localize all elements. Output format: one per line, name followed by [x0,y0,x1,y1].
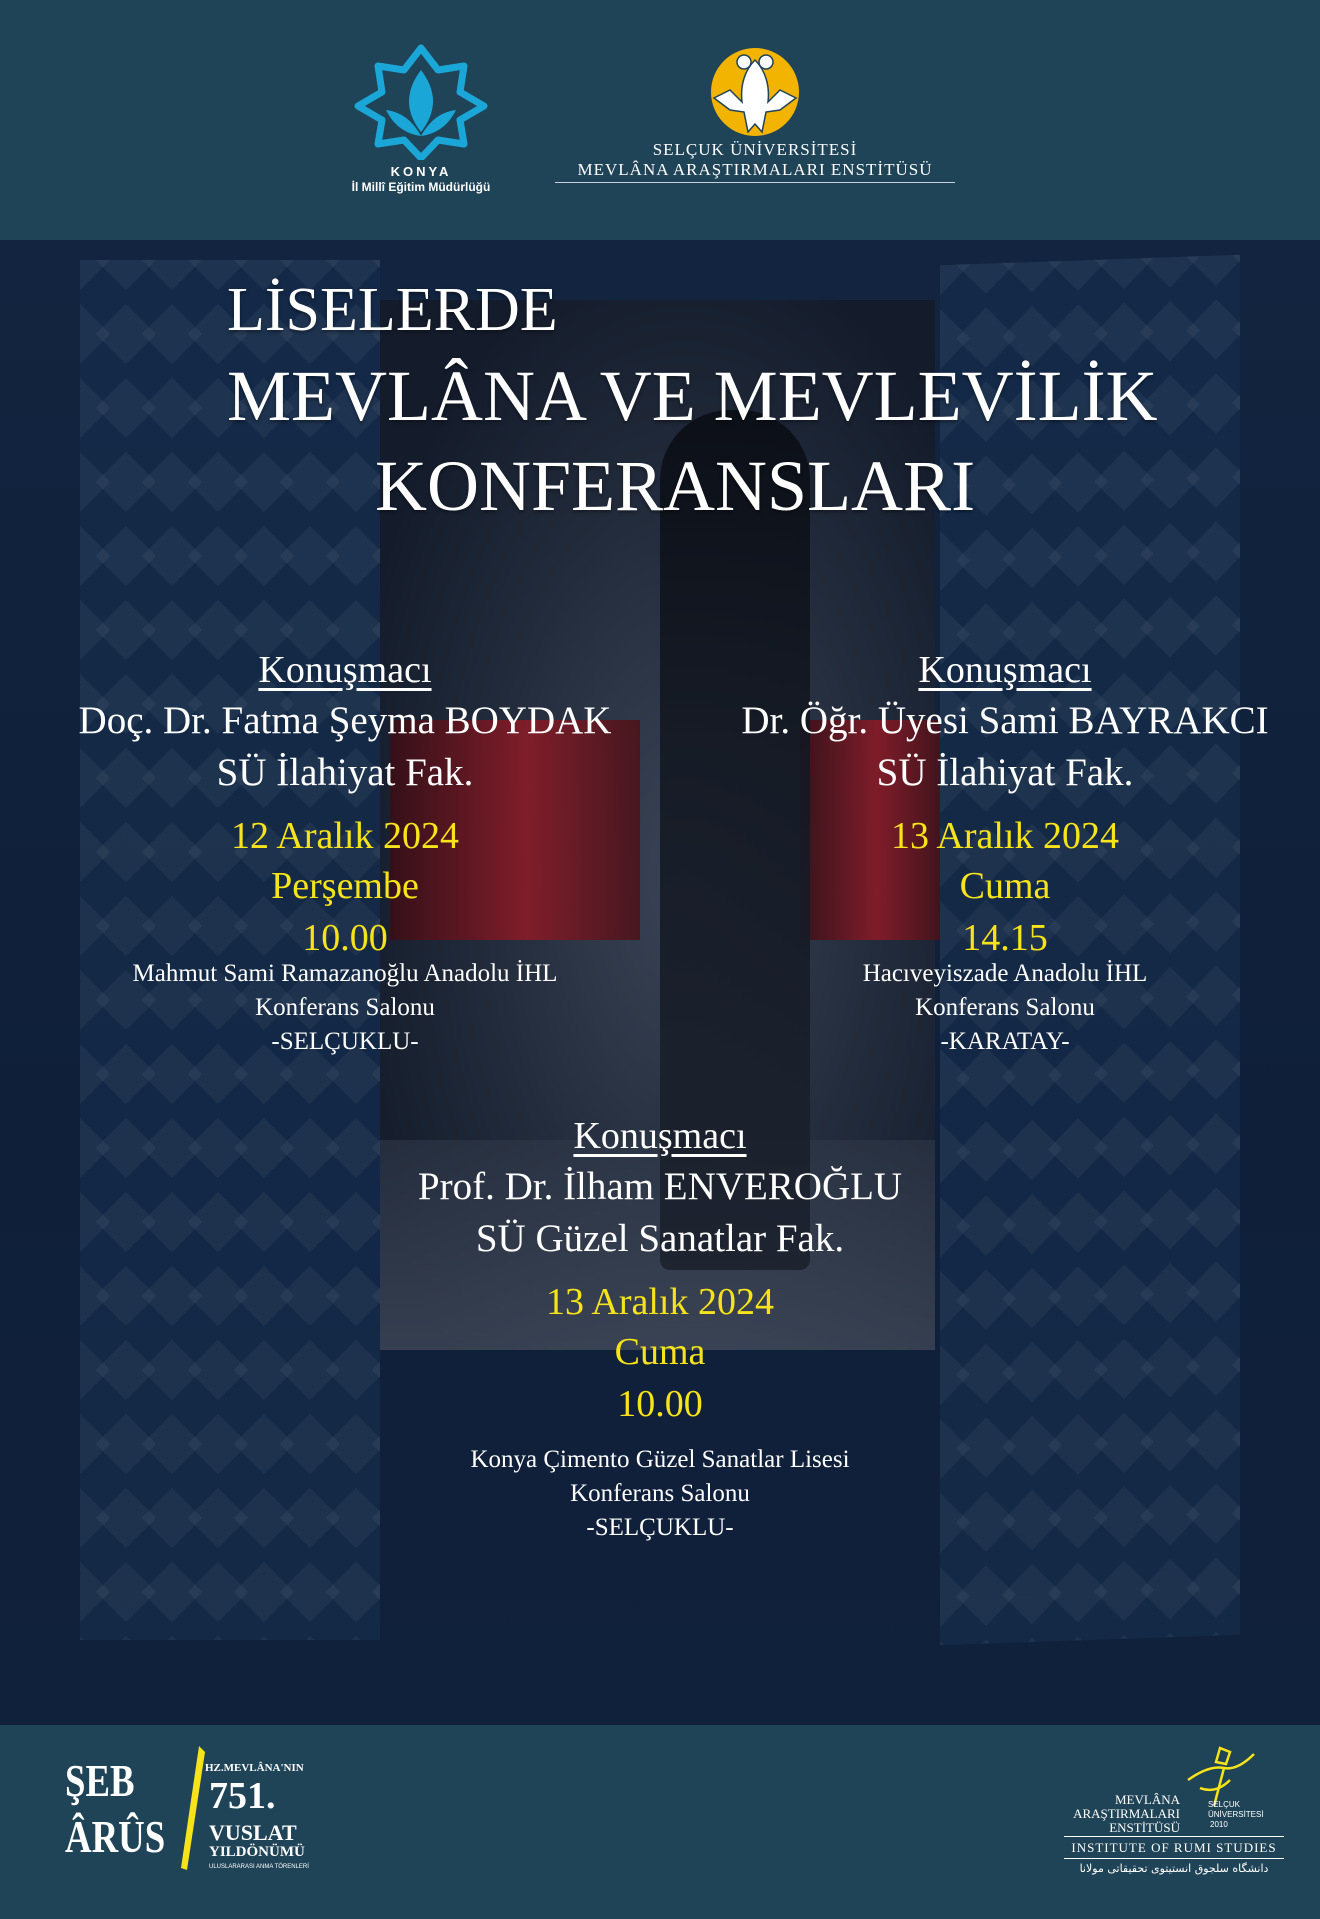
lotus-icon [346,40,496,160]
konya-text: KONYA [390,164,452,179]
speaker-faculty: SÜ Güzel Sanatlar Fak. [475,1217,845,1260]
institute-english: INSTITUTE OF RUMI STUDIES [1071,1840,1277,1855]
speaker-label: Konuşmacı [573,1115,747,1157]
sebarus-word-2: ÂRÛS [65,1811,166,1862]
speaker-name: Doç. Dr. Fatma Şeyma BOYDAK [78,699,612,742]
university-year: 2010 [1210,1820,1228,1829]
event-card-1 [40,648,650,1062]
sebarus-line-a: VUSLAT [209,1820,297,1845]
speaker-name: Dr. Öğr. Üyesi Sami BAYRAKCI [741,699,1269,742]
institute-line-3: ENSTİTÜSÜ [1109,1820,1180,1835]
speaker-label: Konuşmacı [918,649,1092,691]
title-line-3: KONFERANSLARI [375,446,976,526]
event-card-2 [700,648,1310,1062]
konya-meb-logo [346,40,496,200]
speaker-name: Prof. Dr. İlham ENVEROĞLU [417,1165,903,1208]
institute-name-text: MEVLÂNA ARAŞTIRMALARI ENSTİTÜSÜ [577,160,933,179]
institute-rumi-logo [1050,1740,1290,1900]
meb-text: İl Millî Eğitim Müdürlüğü [351,180,491,194]
venue-line-2: Konferans Salonu [570,1480,750,1507]
institute-divider-2 [1064,1858,1284,1859]
institute-arabic: دانشگاه سلجوق انستیتوی تحقیقاتی مولانا [1079,1862,1269,1875]
sebarus-line-b: YILDÖNÜMÜ [209,1844,305,1860]
university-line-1: SELÇUK [1208,1800,1241,1809]
event-date: 12 Aralık 2024 [231,815,459,857]
selcuk-university-text: SELÇUK ÜNİVERSİTESİ [652,140,858,159]
event-time: 10.00 [617,1383,703,1425]
venue-district: -KARATAY- [940,1028,1070,1055]
venue-line-1: Hacıveyiszade Anadolu İHL [862,960,1148,987]
event-day: Cuma [959,865,1051,907]
selcuk-institute-logo [555,40,955,190]
sebarus-number: 751. [209,1775,276,1817]
event-date: 13 Aralık 2024 [891,815,1119,857]
venue-district: -SELÇUKLU- [271,1028,419,1055]
sebarus-tiny: ULUSLARARASI ANMA TÖRENLERİ [209,1864,309,1870]
event-card-3 [355,1114,965,1548]
university-line-2: ÜNİVERSİTESİ [1208,1810,1264,1819]
event-day: Perşembe [271,865,419,907]
venue-line-2: Konferans Salonu [915,994,1095,1021]
venue-line-1: Konya Çimento Güzel Sanatlar Lisesi [470,1446,850,1473]
event-time: 10.00 [302,917,388,959]
speaker-faculty: SÜ İlahiyat Fak. [216,751,474,794]
title-line-1: LİSELERDE [227,276,558,344]
venue-line-1: Mahmut Sami Ramazanoğlu Anadolu İHL [132,960,558,987]
venue-line-2: Konferans Salonu [255,994,435,1021]
double-headed-eagle-icon [700,40,810,140]
sebarus-word-1: ŞEB [65,1755,135,1806]
speaker-faculty: SÜ İlahiyat Fak. [876,751,1134,794]
event-day: Cuma [614,1331,706,1373]
speaker-label: Konuşmacı [258,649,432,691]
reed-pen-icon [177,1744,207,1874]
sebarus-small: HZ.MEVLÂNA'NIN [205,1762,304,1774]
institute-line-1: MEVLÂNA [1115,1792,1180,1807]
logo-underline [555,182,955,183]
event-time: 14.15 [962,917,1048,959]
institute-divider [1064,1836,1284,1837]
event-date: 13 Aralık 2024 [546,1281,774,1323]
venue-district: -SELÇUKLU- [586,1514,734,1541]
title-line-2: MEVLÂNA VE MEVLEVİLİK [227,356,1158,436]
institute-line-2: ARAŞTIRMALARI [1073,1806,1180,1821]
seb-i-arus-logo [65,1740,309,1890]
